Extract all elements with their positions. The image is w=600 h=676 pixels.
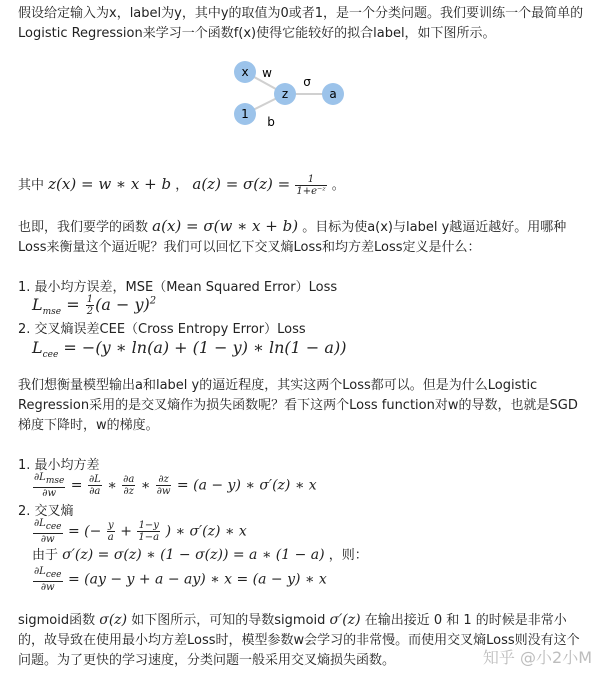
node-1-label: 1 [241, 107, 249, 121]
para4-b: 如下图所示，可知的导数sigmoid [131, 613, 326, 628]
g1-star2: ∗ [140, 477, 151, 494]
weight-label: w [262, 66, 272, 80]
sigma-label: σ [303, 75, 311, 89]
watermark: 知乎 @小2小M [482, 648, 592, 667]
g1-eq: = [70, 477, 83, 494]
g2-f3-num: 1−y [138, 520, 159, 531]
mse-lhs: L [32, 295, 43, 314]
g2-f1-num: ∂L [34, 518, 46, 529]
g1-f2-num: ∂L [88, 474, 101, 485]
g1-f1-den: ∂w [42, 488, 57, 499]
para4-c: 在输出接近 0 和 1 的时候是非常小的，故导致在使用最小均方差Loss时，模型参数w会学习的非常慢。而使用交叉熵Loss则没有这个问题。为了更快的学习速度，分类问题一般采用交叉熵损失函数。 [18, 613, 580, 668]
g1-f3-den: ∂z [123, 486, 134, 497]
loss-item-1-formula [32, 294, 600, 317]
mse-frac-den: 2 [86, 306, 94, 317]
para2-rest: 。目标为使a(x)与label y越逼近越好。用哪种Loss来衡量这个逼近呢？我们可以回忆下交叉熵Loss和均方差Loss定义是什么： [18, 220, 567, 255]
g2-f2-den: a [107, 532, 114, 543]
g1-f4-num: ∂z [156, 474, 172, 486]
cee-lhs: L [32, 338, 43, 357]
g1-f2-den: ∂a [89, 486, 101, 497]
g2-l3-num-sub: cee [45, 570, 62, 580]
g2-line2-formula: σ′(z) = σ(z) ∗ (1 − σ(z)) = a ∗ (1 − a) [62, 547, 325, 563]
node-a-label: a [329, 87, 337, 101]
g1-rhs: = (a − y) ∗ σ′(z) ∗ x [176, 477, 317, 494]
formula-line-1 [18, 174, 588, 197]
mse-eq: = [66, 295, 80, 314]
paragraph-2 [18, 216, 588, 258]
formula1-sep: ， [175, 178, 189, 193]
formula1-end: 。 [331, 178, 345, 193]
para4-f2: σ′(z) [329, 612, 361, 628]
intro-paragraph: 假设给定输入为x，label为y，其中y的取值为0或者1，是一个分类问题。我们要训练一个最简单的Logistic Regression来学习一个函数f(x)使得它能较好的拟合label，如下图所示。 [18, 6, 584, 41]
g2-rhs: ) ∗ σ′(z) ∗ x [165, 523, 247, 540]
formula1-fraction [295, 174, 326, 197]
mse-frac-num: 1 [86, 294, 94, 305]
loss-item-2-title: 2. 交叉熵误差CEE（Cross Entropy Error）Loss [18, 322, 306, 337]
formula1-frac-num: 1 [295, 174, 326, 186]
g1-f4-den: ∂w [156, 486, 171, 497]
cee-rhs: = −(y ∗ ln(a) + (1 − y) ∗ ln(1 − a)) [63, 338, 347, 357]
g2-eq: = (− [67, 523, 102, 540]
mse-sub: mse [42, 307, 62, 318]
paragraph-3: 我们想衡量模型输出a和label y的逼近程度，其实这两个Loss都可以。但是为什么Logistic Regression采用的是交叉熵作为损失函数呢？看下这两个Loss function对w的导数，也就是SGD梯度下降时，w的梯度。 [18, 378, 578, 433]
cee-sub: cee [42, 350, 59, 361]
g1-f3-num: ∂a [123, 474, 135, 485]
g2-f1-num-sub: cee [45, 522, 62, 532]
grad-item-2-formula [32, 518, 600, 545]
grad-item-1-formula [32, 472, 600, 499]
g2-f3-den: 1−a [138, 532, 160, 543]
formula1-frac-den: 1+e⁻ᶻ [296, 186, 326, 197]
para2-prefix: 也即，我们要学的函数 [18, 220, 149, 235]
logistic-regression-diagram [225, 58, 355, 130]
loss-item-1-title: 1. 最小均方误差，MSE（Mean Squared Error）Loss [18, 280, 338, 295]
g2-f2-num: y [107, 520, 114, 531]
mse-rhs: (a − y) [95, 295, 150, 314]
g2-plus: + [120, 523, 132, 540]
g2-f1-den: ∂w [40, 534, 55, 545]
grad-item-2-line3 [32, 566, 600, 593]
bias-label: b [267, 115, 275, 129]
node-z-label: z [281, 87, 289, 101]
mse-sup: 2 [149, 295, 157, 307]
g2-l3-den: ∂w [40, 582, 55, 593]
formula1-a: a(z) = σ(z) = [192, 175, 291, 193]
formula1-prefix: 其中 [18, 178, 45, 193]
g1-f1-num-sub: mse [45, 476, 65, 486]
para4-f1: σ(z) [99, 612, 128, 628]
grad-item-1-title: 1. 最小均方差 [18, 458, 100, 473]
mse-fraction [86, 294, 94, 317]
g2-line3-rhs: = (ay − y + a − ay) ∗ x = (a − y) ∗ x [67, 571, 327, 588]
grad-item-2-title: 2. 交叉熵 [18, 504, 74, 519]
g2-l3-num: ∂L [34, 566, 46, 577]
para2-formula: a(x) = σ(w ∗ x + b) [152, 217, 299, 235]
grad-item-2-line2 [32, 544, 600, 563]
g2-line2-prefix: 由于 [32, 548, 59, 563]
loss-item-2-formula [32, 338, 600, 360]
formula1-z: z(x) = w ∗ x + b [48, 175, 172, 193]
para4-a: sigmoid函数 [18, 613, 96, 628]
node-x-label: x [241, 65, 249, 79]
g1-star1: ∗ [107, 477, 117, 494]
g1-f1-num: ∂L [34, 472, 46, 483]
g2-line2-suffix: ，则： [328, 548, 368, 563]
